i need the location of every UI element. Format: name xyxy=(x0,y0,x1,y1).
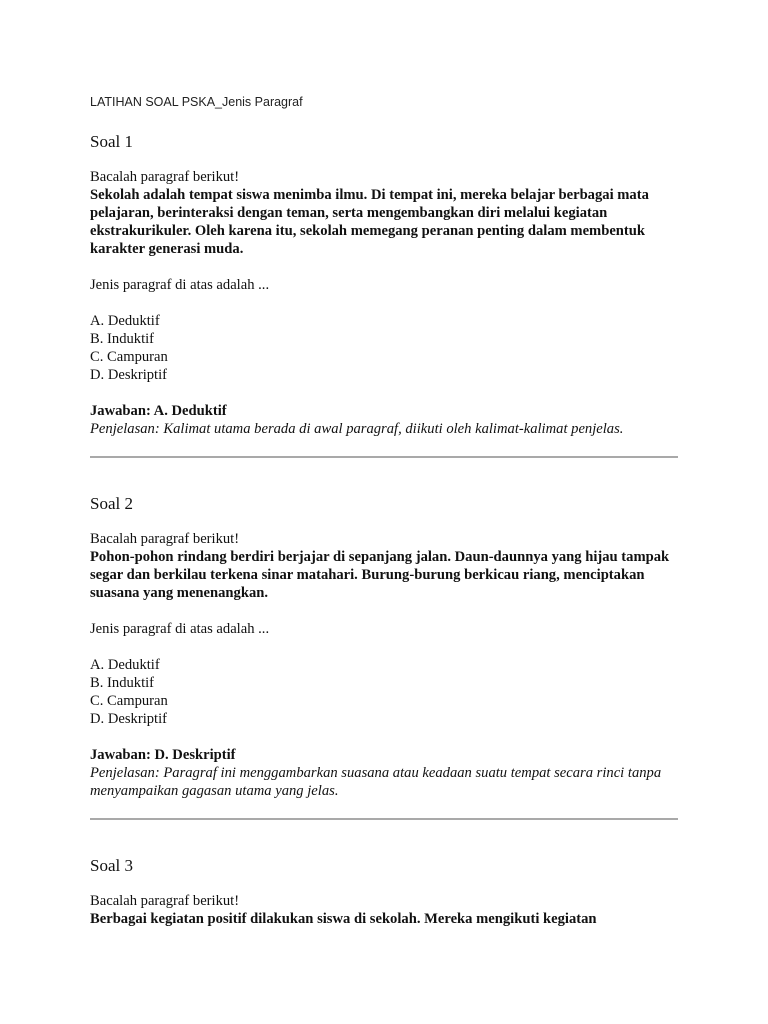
question-1 xyxy=(90,132,678,438)
question-title: Soal 2 xyxy=(90,494,133,513)
option-c: C. Campuran xyxy=(90,693,168,709)
option-c: C. Campuran xyxy=(90,349,168,365)
option-b: B. Induktif xyxy=(90,331,155,347)
answer-options xyxy=(90,312,678,384)
question-instruction: Bacalah paragraf berikut! xyxy=(90,169,240,185)
question-3 xyxy=(90,856,678,928)
question-2 xyxy=(90,494,678,800)
question-prompt: Jenis paragraf di atas adalah ... xyxy=(90,277,270,293)
answer-key: Jawaban: A. Deduktif xyxy=(90,403,227,419)
question-instruction: Bacalah paragraf berikut! xyxy=(90,531,240,547)
answer-explanation: Penjelasan: Kalimat utama berada di awal paragraf, diikuti oleh kalimat-kalimat penjelas. xyxy=(90,421,624,437)
question-paragraph: Pohon-pohon rindang berdiri berjajar di sepanjang jalan. Daun-daunnya yang hijau tampak segar dan berkilau terkena sinar matahari. Burung-burung berkicau riang, menciptakan suasana yang menenangkan. xyxy=(90,549,670,601)
option-a: A. Deduktif xyxy=(90,313,160,329)
question-title: Soal 1 xyxy=(90,132,133,151)
answer-key: Jawaban: D. Deskriptif xyxy=(90,747,236,763)
option-d: D. Deskriptif xyxy=(90,367,168,383)
question-title: Soal 3 xyxy=(90,856,133,875)
question-instruction: Bacalah paragraf berikut! xyxy=(90,893,240,909)
question-paragraph: Sekolah adalah tempat siswa menimba ilmu. Di tempat ini, mereka belajar berbagai mata pelajaran, berinteraksi dengan teman, serta mengembangkan diri melalui kegiatan ekstrakurikuler. Oleh karena itu, sekolah memegang peranan penting dalam membentuk karakter generasi muda. xyxy=(90,187,649,257)
question-paragraph: Berbagai kegiatan positif dilakukan siswa di sekolah. Mereka mengikuti kegiatan xyxy=(90,911,597,927)
option-b: B. Induktif xyxy=(90,675,155,691)
option-d: D. Deskriptif xyxy=(90,711,168,727)
section-divider xyxy=(90,818,678,820)
section-divider xyxy=(90,456,678,458)
question-prompt: Jenis paragraf di atas adalah ... xyxy=(90,621,270,637)
document-header: LATIHAN SOAL PSKA_Jenis Paragraf xyxy=(90,95,303,109)
answer-explanation: Penjelasan: Paragraf ini menggambarkan suasana atau keadaan suatu tempat secara rinci tanpa menyampaikan gagasan utama yang jelas. xyxy=(90,765,662,799)
option-a: A. Deduktif xyxy=(90,657,160,673)
answer-options xyxy=(90,656,678,728)
